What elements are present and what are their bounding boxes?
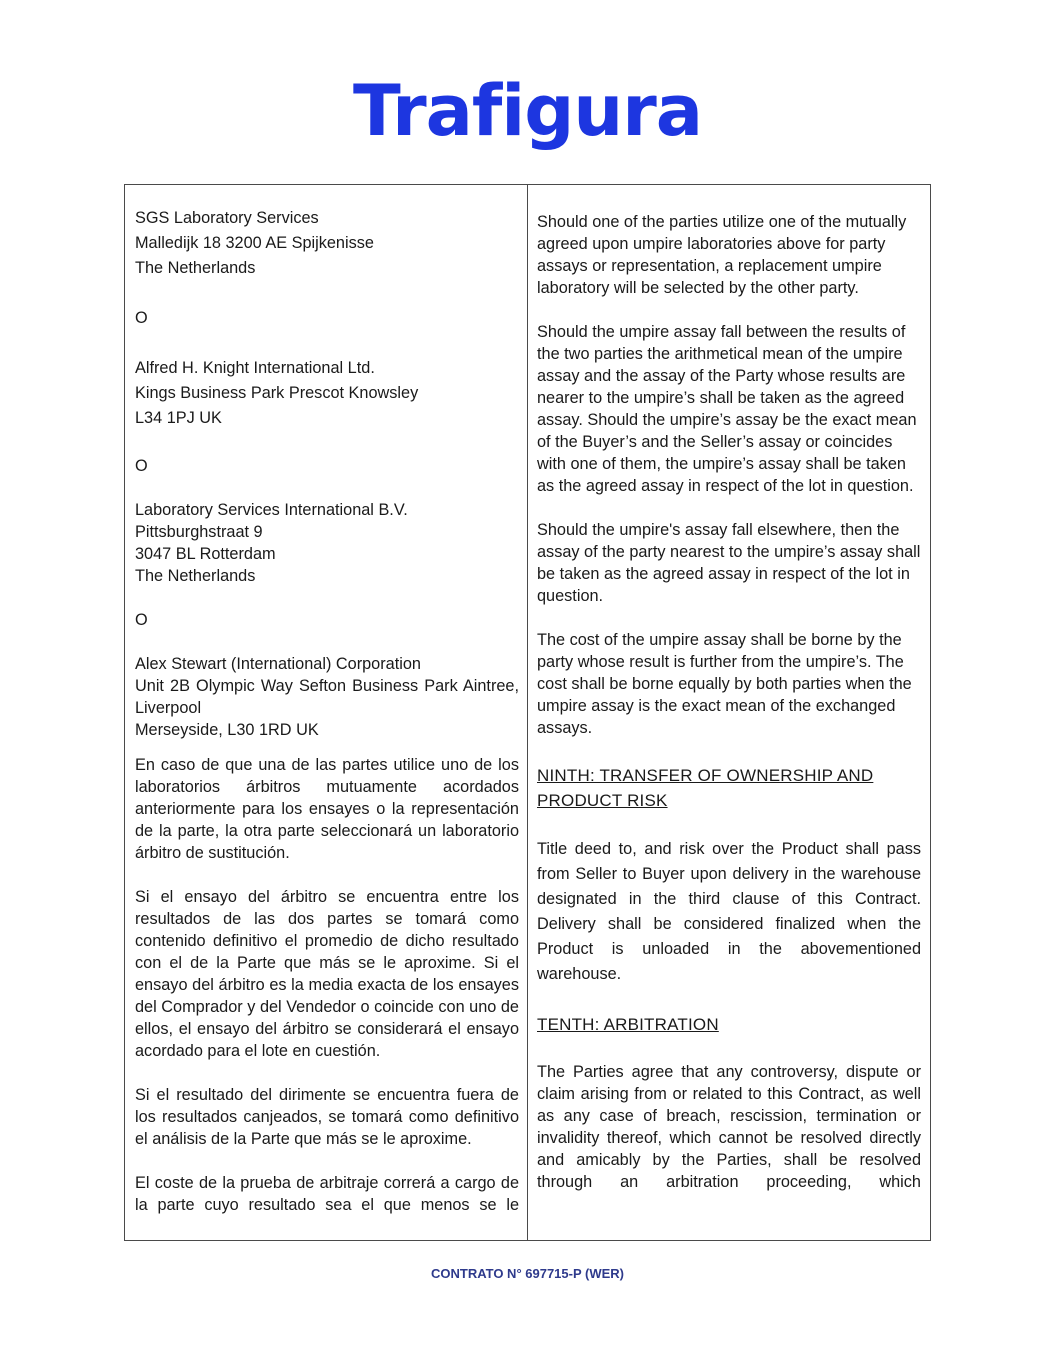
column-divider xyxy=(527,185,528,1240)
address-line: Pittsburghstraat 9 xyxy=(135,523,263,541)
address-line: Malledijk 18 3200 AE Spijkenisse xyxy=(135,234,374,252)
or-separator: O xyxy=(135,457,148,475)
address-line: The Netherlands xyxy=(135,259,256,277)
english-column xyxy=(537,211,921,1193)
spanish-paragraph: En caso de que una de las partes utilice uno de los laboratorios árbitros mutuamente acordados anteriormente para los ensayes o la representación de la parte, la otra parte seleccionará un laboratorio árbitro de sustitución. xyxy=(135,756,519,862)
address-line: Laboratory Services International B.V. xyxy=(135,501,408,519)
english-paragraph: Should one of the parties utilize one of the mutually agreed upon umpire laboratories above for party assays or representation, a replacement umpire laboratory will be selected by the other party. xyxy=(537,213,907,297)
address-line: Merseyside, L30 1RD UK xyxy=(135,721,319,739)
spanish-paragraph: Si el ensayo del árbitro se encuentra entre los resultados de las dos partes se tomará como contenido definitivo el promedio de dicho resultado con el de la Parte que más se le aproxime. Si el ensayo del árbitro es la media exacta de los ensayes del Comprador y del Vendedor o coincide con uno de ellos, el ensayo del árbitro se considerará el ensayo acordado para el lote en cuestión. xyxy=(135,888,519,1060)
english-paragraph: Should the umpire assay fall between the results of the two parties the arithmetical mean of the umpire assay and the assay of the Party whose results are nearer to the umpire’s shall be taken as the agreed assay. Should the umpire’s assay be the exact mean of the Buyer’s and the Seller’s assay or coincides with one of them, the umpire’s assay shall be taken as the agreed assay in respect of the lot in question. xyxy=(537,323,917,495)
english-paragraph: The cost of the umpire assay shall be borne by the party whose result is further from the umpire’s. The cost shall be borne equally by both parties when the umpire assay is the exact mean of the exchanged assays. xyxy=(537,631,912,737)
spanish-column xyxy=(135,207,519,1216)
english-paragraph: The Parties agree that any controversy, dispute or claim arising from or related to this Contract, as well as any case of breach, rescission, termination or invalidity thereof, which cannot be resolved directly and amicably by the Parties, shall be resolved through an arbitration proceeding, which xyxy=(537,1063,921,1191)
contract-number-footer: CONTRATO N° 697715-P (WER) xyxy=(430,1266,624,1281)
address-line: SGS Laboratory Services xyxy=(135,209,319,227)
address-line: Unit 2B Olympic Way Sefton Business Park Aintree, Liverpool xyxy=(135,677,519,717)
section-heading-ninth: NINTH: TRANSFER OF OWNERSHIP AND PRODUCT RISK xyxy=(537,766,874,810)
spanish-paragraph: Si el resultado del dirimente se encuentra fuera de los resultados canjeados, se tomará como definitivo el análisis de la Parte que más se le aproxime. xyxy=(135,1086,519,1148)
spanish-paragraph: El coste de la prueba de arbitraje correrá a cargo de la parte cuyo resultado sea el que menos se le xyxy=(135,1174,519,1214)
address-line: Alfred H. Knight International Ltd. xyxy=(135,359,375,377)
or-separator: O xyxy=(135,309,148,327)
address-line: The Netherlands xyxy=(135,567,256,585)
lab-lsi-address xyxy=(135,499,519,587)
lab-sgs-address xyxy=(135,207,519,279)
trafigura-logo: Trafigura xyxy=(353,70,702,152)
lab-ahk-address xyxy=(135,357,519,429)
contract-table xyxy=(124,184,931,1241)
english-paragraph: Should the umpire's assay fall elsewhere, then the assay of the party nearest to the umpire’s assay shall be taken as the agreed assay in respect of the lot in question. xyxy=(537,521,921,605)
english-paragraph: Title deed to, and risk over the Product shall pass from Seller to Buyer upon delivery in the warehouse designated in the third clause of this Contract. Delivery shall be considered finalized when the Product is unloaded in the abovementioned warehouse. xyxy=(537,840,921,983)
address-line: Kings Business Park Prescot Knowsley xyxy=(135,384,419,402)
address-line: L34 1PJ UK xyxy=(135,409,222,427)
address-line: Alex Stewart (International) Corporation xyxy=(135,655,421,673)
or-separator: O xyxy=(135,611,148,629)
address-line: 3047 BL Rotterdam xyxy=(135,545,276,563)
section-heading-tenth: TENTH: ARBITRATION xyxy=(537,1015,719,1034)
lab-alex-stewart-address xyxy=(135,653,519,741)
